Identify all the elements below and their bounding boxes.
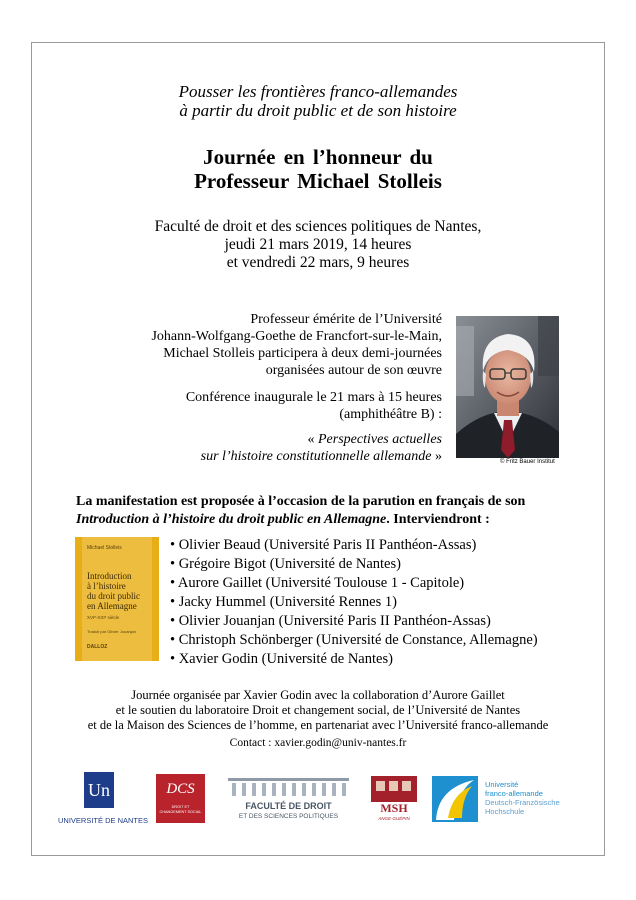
conference-line-2: (amphithéâtre B) :	[339, 407, 442, 422]
book-translator: Traduit par Olivier Jouanjan	[87, 629, 136, 634]
tagline-line-2: à partir du droit public et de son histoire	[179, 101, 457, 120]
speaker-item: • Grégoire Bigot (Université de Nantes)	[170, 556, 401, 572]
ufa-line-3: Deutsch-Französische	[485, 798, 560, 807]
portrait-photo	[456, 316, 559, 458]
organization-line-1: Journée organisée par Xavier Godin avec la collaboration d’Aurore Gaillet	[131, 688, 505, 702]
ufa-emblem-icon	[432, 776, 478, 822]
faculte-line-1: FACULTÉ DE DROIT	[245, 801, 332, 811]
tagline-line-1: Pousser les frontières franco-allemandes	[178, 82, 458, 101]
logo-faculte-droit	[226, 776, 351, 824]
lecture-title-part-1: Perspectives actuelles	[317, 432, 442, 447]
organization-line-3: et de la Maison des Sciences de l’homme, en partenariat avec l’Université franco-allemande	[87, 718, 549, 732]
logo-msh	[369, 774, 419, 824]
faculte-building-icon	[226, 776, 351, 798]
photo-credit: © Fritz Bauer Institut	[500, 459, 555, 465]
logo-universite-nantes	[58, 772, 149, 828]
bio-line-3: Michael Stolleis participera à deux demi-journées	[163, 346, 442, 361]
title-line-1: Journée en l’honneur du	[203, 145, 433, 169]
dcs-caption-2: CHANGEMENT SOCIAL	[159, 810, 202, 814]
logo-dcs	[156, 774, 205, 823]
intro-text-1: La manifestation est proposée à l’occasion de la parution en français de son	[76, 494, 526, 509]
nantes-caption: UNIVERSITÉ DE NANTES	[58, 816, 149, 825]
venue-line-2: jeudi 21 mars 2019, 14 heures	[224, 236, 412, 253]
ufa-line-2: franco-allemande	[485, 789, 543, 798]
ufa-line-1: Université	[485, 780, 519, 789]
intro-text-2: . Interviendront :	[386, 512, 490, 527]
nantes-mark: Un	[84, 772, 114, 808]
speaker-item: • Olivier Beaud (Université Paris II Panthéon-Assas)	[170, 537, 477, 553]
contact-email[interactable]: Contact : xavier.godin@univ-nantes.fr	[229, 737, 407, 749]
book-author: Michael Stolleis	[87, 545, 122, 551]
book-title-line: en Allemagne	[87, 601, 137, 611]
venue-line-1: Faculté de droit et des sciences politiques de Nantes,	[154, 218, 482, 235]
book-title-block	[87, 571, 140, 611]
quote-close: »	[431, 449, 442, 464]
book-cover	[75, 537, 159, 661]
bio-line-2: Johann-Wolfgang-Goethe de Francfort-sur-le-Main,	[151, 329, 442, 344]
lecture-title-part-2: sur l’histoire constitutionnelle allemande	[200, 449, 432, 464]
quote-open: «	[307, 432, 318, 447]
speaker-item: • Jacky Hummel (Université Rennes 1)	[170, 594, 397, 610]
conference-line-1: Conférence inaugurale le 21 mars à 15 heures	[185, 390, 442, 405]
book-title-line: à l’histoire	[87, 581, 126, 591]
bio-line-4: organisées autour de son œuvre	[265, 363, 442, 378]
title-line-2: Professeur Michael Stolleis	[194, 169, 442, 193]
lecture-title-line-1	[307, 431, 442, 448]
venue-line-3: et vendredi 22 mars, 9 heures	[226, 254, 410, 271]
bio-line-1: Professeur émérite de l’Université	[250, 312, 442, 327]
logo-universite-franco-allemande	[432, 774, 582, 824]
intro-book-title: Introduction à l’histoire du droit public en Allemagne	[76, 512, 387, 527]
lecture-title-line-2	[201, 448, 442, 465]
ufa-line-4: Hochschule	[485, 807, 525, 816]
book-title-line: du droit public	[87, 591, 140, 601]
dcs-mark: DCS	[166, 781, 195, 797]
book-publisher: DALLOZ	[87, 644, 108, 650]
speaker-item: • Aurore Gaillet (Université Toulouse 1 - Capitole)	[170, 575, 465, 591]
msh-building-icon	[369, 774, 419, 804]
organization-line-2: et le soutien du laboratoire Droit et changement social, de l’Université de Nantes	[115, 703, 521, 717]
intro-line-1	[76, 493, 525, 511]
faculte-line-2: ET DES SCIENCES POLITIQUES	[238, 813, 339, 820]
speaker-item: • Olivier Jouanjan (Université Paris II Panthéon-Assas)	[170, 613, 491, 629]
intro-line-2	[76, 511, 490, 529]
book-dates: XVIᵉ-XXIᵉ siècle	[87, 615, 120, 620]
speaker-item: • Xavier Godin (Université de Nantes)	[170, 651, 393, 667]
dcs-caption-1: DROIT ET	[171, 805, 190, 809]
msh-caption: ANGE-GUÉPIN	[378, 816, 410, 821]
speaker-item: • Christoph Schönberger (Université de Constance, Allemagne)	[170, 632, 538, 648]
msh-mark: MSH	[380, 801, 408, 815]
book-title-line: Introduction	[87, 571, 132, 581]
